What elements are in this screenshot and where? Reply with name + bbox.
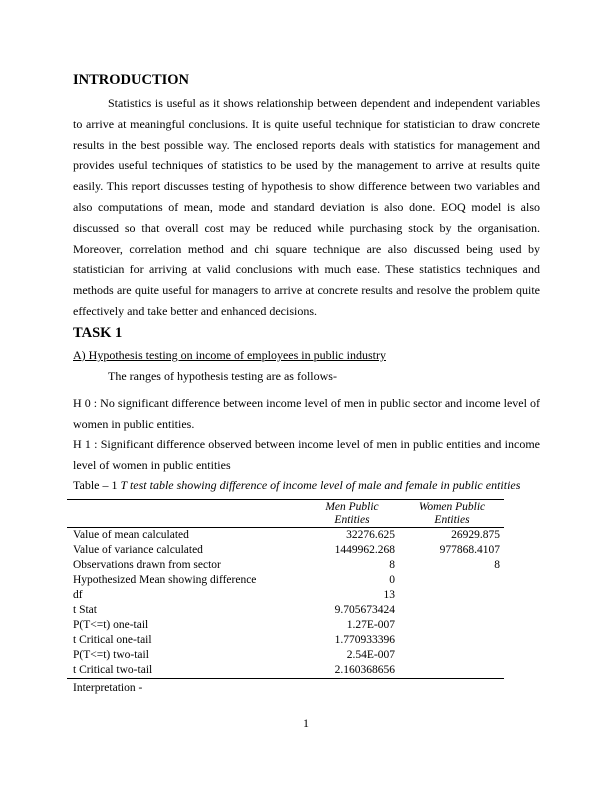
null-hypothesis: H 0 : No significant difference between income level of men in public sector and income level of women in public entities. — [73, 396, 540, 431]
men-value: 1449962.268 — [334, 544, 395, 556]
table-row — [73, 544, 504, 559]
row-label: df — [73, 589, 83, 601]
table-top-rule — [67, 499, 504, 500]
interpretation-label: Interpretation - — [73, 682, 143, 694]
column-header-women-line2: Entities — [434, 514, 470, 526]
men-value: 9.705673424 — [334, 604, 395, 616]
column-header-men-line1: Men Public — [325, 501, 379, 513]
table-caption — [73, 478, 520, 493]
row-label: t Stat — [73, 604, 97, 616]
men-value: 2.160368656 — [334, 664, 395, 676]
task-subheading: A) Hypothesis testing on income of employees in public industry — [73, 348, 386, 362]
row-label: t Critical two-tail — [73, 664, 153, 676]
men-value: 1.770933396 — [334, 634, 395, 646]
table-row — [73, 619, 504, 634]
introduction-paragraph: Statistics is useful as it shows relationship between dependent and independent variables to arrive at meaningful conclusions. It is quite useful technique for statistician to draw concrete results in the best possible way. The enclosed reports deals with statistics for management and provides useful techniques of statistics to be used by the management to arrive at results quite easily. This report discusses testing of hypothesis to show difference between two variables and also computations of mean, mode and standard deviation is also done. EOQ model is also discussed so that overall cost may be reduced while purchasing stock by the organisation. Moreover, correlation method and chi square technique are also discussed being used by statistician for arriving at valid conclusions with much ease. These statistics techniques and methods are quite useful for managers to arrive at concrete results and resolve the problem quite effectively and take better and enhanced decisions. — [73, 96, 540, 318]
men-value: 1.27E-007 — [346, 619, 395, 631]
table-row — [73, 649, 504, 664]
row-label: Observations drawn from sector — [73, 559, 221, 571]
table-header-rule — [67, 527, 504, 528]
column-header-women — [397, 501, 507, 527]
men-value: 8 — [389, 559, 395, 571]
table-row — [73, 529, 504, 544]
table-row — [73, 604, 504, 619]
introduction-heading: INTRODUCTION — [73, 72, 190, 88]
men-value: 13 — [383, 589, 395, 601]
task-heading: TASK 1 — [73, 325, 123, 341]
column-header-women-line1: Women Public — [418, 501, 486, 513]
table-bottom-rule — [67, 678, 504, 679]
row-label: Value of variance calculated — [73, 544, 203, 556]
table-row — [73, 664, 504, 679]
men-value: 0 — [389, 574, 395, 586]
table-caption-title: T test table showing difference of income level of male and female in public entities — [120, 478, 521, 492]
table-caption-prefix: Table – 1 — [73, 478, 121, 492]
row-label: Hypothesized Mean showing difference — [73, 574, 257, 586]
ranges-text: The ranges of hypothesis testing are as follows- — [108, 369, 337, 383]
women-value: 977868.4107 — [439, 544, 500, 556]
row-label: P(T<=t) one-tail — [73, 619, 149, 631]
table-row — [73, 559, 504, 574]
table-row — [73, 634, 504, 649]
women-value: 26929.875 — [451, 529, 500, 541]
men-value: 32276.625 — [346, 529, 395, 541]
page-number: 1 — [303, 716, 309, 730]
men-value: 2.54E-007 — [346, 649, 395, 661]
alternative-hypothesis: H 1 : Significant difference observed between income level of men in public entities and income level of women in public entities — [73, 437, 540, 472]
row-label: Value of mean calculated — [73, 529, 189, 541]
column-header-men — [297, 501, 407, 527]
column-header-men-line2: Entities — [334, 514, 370, 526]
table-row — [73, 589, 504, 604]
women-value: 8 — [494, 559, 500, 571]
row-label: P(T<=t) two-tail — [73, 649, 149, 661]
row-label: t Critical one-tail — [73, 634, 152, 646]
table-row — [73, 574, 504, 589]
